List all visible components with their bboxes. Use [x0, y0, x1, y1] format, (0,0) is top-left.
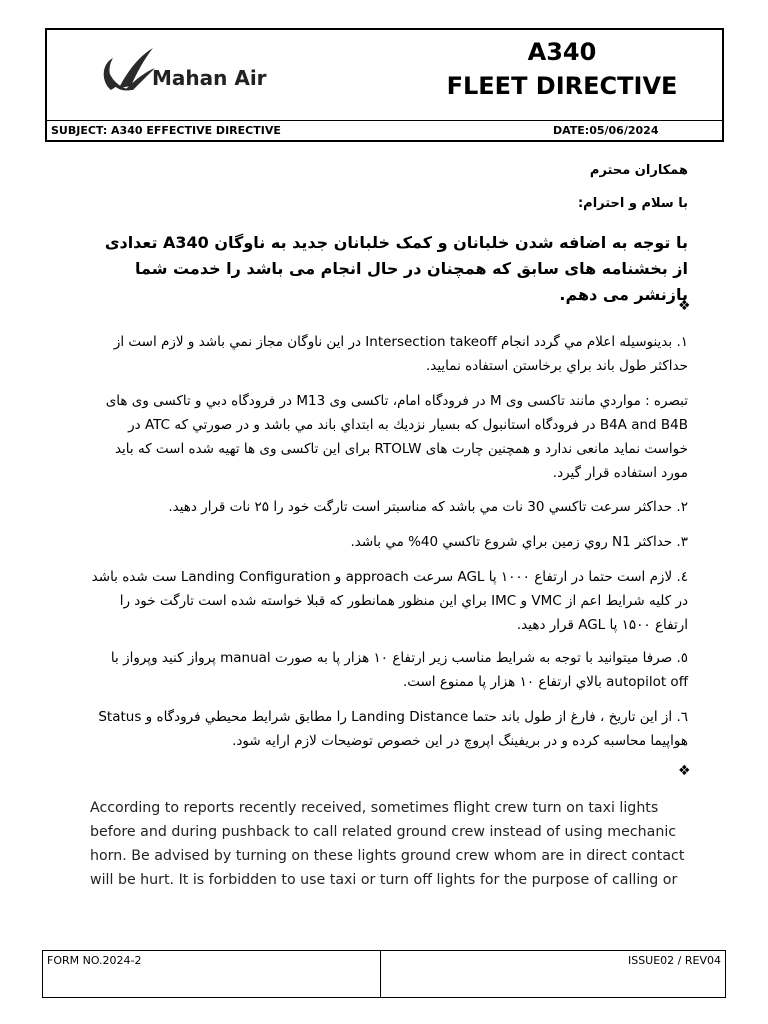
bird-logo-icon — [97, 42, 157, 98]
logo-text: Mahan Air — [152, 66, 267, 90]
directive-item-4: ٤. لازم است حتما در ارتفاع ۱۰۰۰ پا AGL سرعت approach و Landing Configuration ست شده باشد در كليه شرايط اعم از VMC و IMC براي اين منظور همانطور كه قبلا خواسته شده است تارگت خود را ارتفاع ۱۵۰۰ پا AGL قرار دهيد. — [91, 569, 688, 633]
english-paragraph: According to reports recently received, sometimes flight crew turn on taxi lights before and during pushback to call related ground crew instead of using mechanic horn. Be advised by turning on these lights ground crew whom are in direct contact will be hurt. It is forbidden to use taxi or turn off lights for the purpose of calling or — [90, 800, 685, 888]
aircraft-title: A340 — [527, 38, 597, 66]
subject-line: SUBJECT: A340 EFFECTIVE DIRECTIVE — [51, 124, 281, 137]
directive-item-1: ۱. بدينوسيله اعلام مي گردد انجام Intersection takeoff در اين ناوگان مجاز نمي باشد و لازم است از حداكثر طول باند براي برخاستن استفاده نمايید. — [113, 334, 688, 374]
directive-note: تبصره : مواردي مانند تاکسی وی M در فرودگاه امام، تاکسی وی M13 در فرودگاه دبي و تاکسی وی های B4A and B4B در فرودگاه استانبول كه بسيار نزديك به ابتداي باند مي باشد و در صورتي كه ATC در خواست نمايد مانعی ندارد و همچنین چارت های RTOLW برای این تاکسی وی ها تهیه شده است كه بايد مورد استفاده قرار گیرد. — [105, 393, 688, 481]
greeting-salutation: با سلام و احترام: — [577, 196, 688, 211]
issue-revision: ISSUE02 / REV04 — [627, 954, 721, 967]
directive-title: FLEET DIRECTIVE — [446, 72, 678, 100]
header-info-row — [47, 120, 722, 141]
directive-item-2: ۲. حداكثر سرعت تاكسي 30 نات مي باشد كه مناسبتر است تارگت خود را ۲۵ نات قرار دهيد. — [168, 499, 688, 515]
header-top-row — [47, 30, 722, 120]
lead-paragraph: با توجه به اضافه شدن خلبانان و کمک خلبانان جدید به ناوگان A340 تعدادی از بخشنامه های سابق که همچنان در حال انجام می باشد را خدمت شما بازنشر می دهم. — [104, 233, 688, 304]
mahan-air-logo — [97, 42, 307, 98]
directive-item-6: ٦. از اين تاريخ ، فارغ از طول باند حتما Landing Distance را مطابق شرايط محيطي فرودگاه و Status هواپيما محاسبه كرده و در بريفينگ اپروچ در اين خصوص توضيحات لازم ارايه شود. — [98, 709, 688, 749]
title-block — [442, 34, 682, 104]
document-header — [45, 28, 724, 142]
form-number: FORM NO.2024-2 — [43, 951, 381, 997]
diamond-bullet-icon: ❖ — [678, 298, 691, 314]
document-footer — [42, 950, 726, 998]
greeting-colleagues: همکاران محترم — [589, 163, 688, 178]
directive-item-5: ٥. صرفا میتوانید با توجه به شرايط مناسب زير ارتفاع ۱۰ هزار پا به صورت manual پرواز كنيد وپرواز با autopilot off بالاي ارتفاع ۱۰ هزار پا ممنوع است. — [110, 650, 688, 690]
directive-item-3: ۳. حداكثر N1 روي زمين براي شروع تاكسي 40% مي باشد. — [350, 534, 688, 550]
diamond-bullet-icon: ❖ — [678, 763, 691, 779]
date-line: DATE:05/06/2024 — [553, 124, 659, 137]
